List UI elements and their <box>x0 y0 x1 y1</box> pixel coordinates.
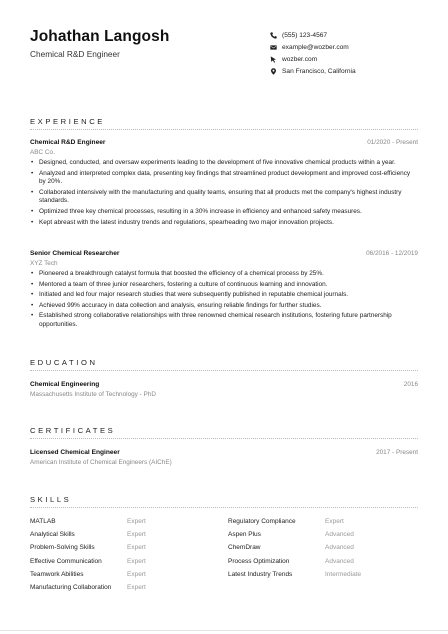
certificate-date: 2017 - Present <box>376 449 418 456</box>
job-bullets <box>30 159 418 227</box>
skill-level: Intermediate <box>325 570 362 578</box>
phone-icon <box>270 32 282 39</box>
skill-row <box>30 518 420 531</box>
location-pin-icon <box>270 68 282 75</box>
skill-name: Aspen Plus <box>228 531 261 539</box>
skill-name: Analytical Skills <box>30 531 75 539</box>
list-item: • Achieved 99% accuracy in data collection and analysis, ensuring reliable findings for further studies. <box>30 302 418 311</box>
page-bottom-divider <box>0 630 448 631</box>
skill-level: Expert <box>127 583 146 591</box>
skill-name: MATLAB <box>30 518 56 525</box>
candidate-name: Johathan Langosh <box>30 28 170 45</box>
certificate-name: Licensed Chemical Engineer <box>30 449 120 456</box>
skill-level: Expert <box>325 518 344 525</box>
certificate-entry <box>30 449 418 466</box>
section-divider <box>30 129 418 130</box>
contact-phone-text: (555) 123-4567 <box>282 31 328 39</box>
contact-website-text: wozber.com <box>282 55 318 63</box>
list-item: • Analyzed and interpreted complex data, presenting key findings that streamlined product development and improved cost-efficiency by 20%. <box>30 170 418 187</box>
section-divider <box>30 438 418 439</box>
experience-entry <box>30 250 418 332</box>
skill-name: Teamwork Abilities <box>30 570 84 578</box>
skill-row <box>30 544 420 557</box>
job-role: Senior Chemical Researcher <box>30 250 120 257</box>
section-divider <box>30 370 418 371</box>
education-entry <box>30 381 418 398</box>
skill-level: Expert <box>127 544 146 552</box>
list-item: • Pioneered a breakthrough catalyst formula that boosted the efficiency of a chemical process by 25%. <box>30 270 418 279</box>
skill-name: Latest Industry Trends <box>228 570 293 578</box>
email-icon <box>270 44 282 51</box>
skill-name: ChemDraw <box>228 544 261 552</box>
list-item: • Initiated and led four major research studies that were subsequently published in reputable chemical journals. <box>30 291 418 300</box>
contact-location-text: San Francisco, California <box>282 68 356 76</box>
list-item: • Designed, conducted, and oversaw experiments leading to the development of five innovative chemical products within a year. <box>30 159 418 168</box>
list-item: • Kept abreast with the latest industry trends and regulations, spearheading two major innovation projects. <box>30 219 418 228</box>
skill-name: Process Optimization <box>228 557 290 565</box>
contact-website[interactable] <box>270 53 430 65</box>
skill-level: Advanced <box>325 544 354 552</box>
job-date: 06/2016 - 12/2019 <box>366 250 418 257</box>
skill-row <box>30 571 420 584</box>
job-role: Chemical R&D Engineer <box>30 139 106 146</box>
education-degree: Chemical Engineering <box>30 381 100 388</box>
job-company: ABC Co. <box>30 149 55 156</box>
cursor-icon <box>270 56 282 63</box>
contact-location <box>270 66 430 78</box>
job-date: 01/2020 - Present <box>367 139 418 146</box>
skill-name: Effective Communication <box>30 557 102 565</box>
list-item: • Collaborated intensively with the manufacturing and quality teams, ensuring that all products met the company's highest industry standards. <box>30 189 418 206</box>
candidate-title: Chemical R&D Engineer <box>30 49 120 59</box>
certificate-issuer: American Institute of Chemical Engineers (AIChE) <box>30 459 172 466</box>
skill-row <box>30 558 420 571</box>
resume-header <box>30 28 420 88</box>
list-item: • Mentored a team of three junior researchers, fostering a culture of continuous learning and innovation. <box>30 281 418 290</box>
skill-level: Expert <box>127 531 146 539</box>
section-title-experience: EXPERIENCE <box>30 117 105 126</box>
skill-row <box>30 584 420 597</box>
section-title-skills: SKILLS <box>30 495 72 504</box>
job-company: XYZ Tech <box>30 260 58 267</box>
skill-level: Advanced <box>325 531 354 539</box>
skill-name: Regulatory Compliance <box>228 518 296 525</box>
contact-email-text: example@wozber.com <box>282 43 349 51</box>
skill-level: Expert <box>127 570 146 578</box>
list-item: • Established strong collaborative relationships with three renowned chemical research institutions, fostering future partnership opportunities. <box>30 312 418 329</box>
skill-name: Problem-Solving Skills <box>30 544 95 552</box>
section-title-certificates: CERTIFICATES <box>30 426 116 435</box>
skill-level: Advanced <box>325 557 354 565</box>
contact-list <box>270 29 430 78</box>
skill-name: Manufacturing Collaboration <box>30 583 112 591</box>
section-title-education: EDUCATION <box>30 358 98 367</box>
skill-level: Expert <box>127 518 146 525</box>
contact-phone[interactable] <box>270 29 430 41</box>
job-bullets <box>30 270 418 330</box>
education-school: Massachusetts Institute of Technology - PhD <box>30 391 156 398</box>
skill-row <box>30 531 420 544</box>
list-item: • Optimized three key chemical processes, resulting in a 30% increase in efficiency and enhanced safety measures. <box>30 208 418 217</box>
section-divider <box>30 507 418 508</box>
contact-email[interactable] <box>270 41 430 53</box>
experience-entry <box>30 139 418 229</box>
skill-level: Expert <box>127 557 146 565</box>
education-date: 2016 <box>403 381 418 388</box>
skills-grid <box>30 518 420 597</box>
